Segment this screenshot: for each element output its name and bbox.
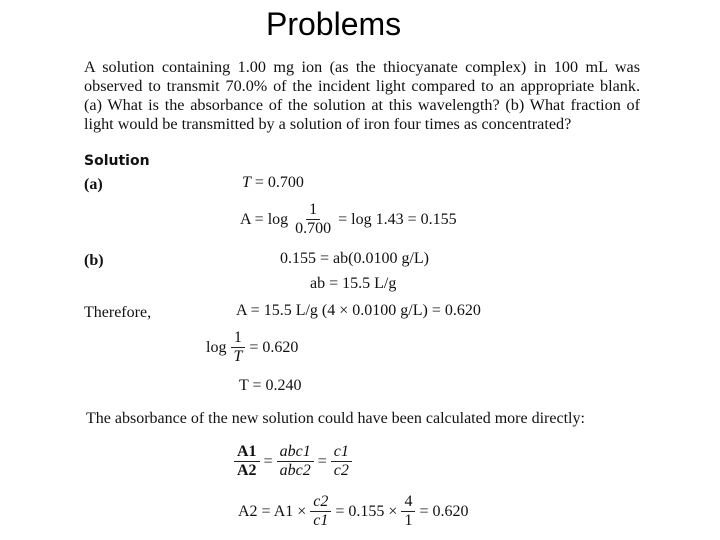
numerator: c2 (310, 494, 331, 512)
fraction-a1-a2 (234, 444, 260, 479)
equals-sign: = (317, 452, 327, 470)
denominator: 0.700 (295, 220, 332, 237)
eq-rhs: = 0.620 (249, 338, 299, 356)
numerator: abc1 (277, 444, 314, 462)
fraction (230, 330, 245, 365)
eq-lhs: A2 = A1 × (238, 502, 307, 520)
equation-new-transmittance: T = 0.240 (239, 377, 302, 394)
denominator: c2 (333, 462, 349, 479)
eq-mid: = 0.155 × (335, 502, 398, 520)
denominator: T (233, 348, 243, 365)
denominator: A2 (237, 462, 257, 479)
part-b-label: (b) (84, 252, 104, 269)
eq-lhs: T (242, 174, 251, 191)
eq-rhs: = 0.700 (254, 174, 304, 191)
equation-a2 (238, 494, 468, 529)
eq-rhs: = log 1.43 = 0.155 (338, 210, 457, 228)
solution-heading: Solution (84, 153, 150, 169)
equation-ab-solve: 0.155 = ab(0.0100 g/L) (280, 250, 429, 267)
numerator: 4 (401, 494, 415, 512)
equation-log-inverse-t (206, 330, 298, 365)
denominator: abc2 (279, 462, 311, 479)
fraction-4-1 (401, 494, 415, 529)
part-a-label: (a) (84, 176, 103, 193)
equation-ratio (234, 444, 356, 479)
fraction-c (331, 444, 352, 479)
eq-lhs: log (206, 338, 227, 356)
fraction (292, 202, 334, 237)
eq-rhs: = 0.620 (419, 502, 469, 520)
direct-method-text: The absorbance of the new solution could have been calculated more directly: (86, 410, 585, 427)
numerator: 1 (231, 330, 245, 348)
numerator: 1 (306, 202, 320, 220)
slide-title: Problems (266, 6, 402, 42)
denominator: 1 (404, 512, 413, 529)
numerator: A1 (234, 444, 260, 462)
equals-sign: = (263, 452, 273, 470)
denominator: c1 (313, 512, 329, 529)
fraction-abc (277, 444, 314, 479)
therefore-label: Therefore, (84, 304, 152, 321)
fraction-c2-c1 (310, 494, 331, 529)
equation-transmittance (242, 174, 304, 192)
equation-absorbance (240, 202, 457, 237)
numerator: c1 (331, 444, 352, 462)
equation-new-absorbance: A = 15.5 L/g (4 × 0.0100 g/L) = 0.620 (236, 302, 481, 319)
equation-ab-value: ab = 15.5 L/g (310, 275, 397, 292)
eq-lhs: A = log (240, 210, 289, 228)
problem-statement: A solution containing 1.00 mg ion (as the thiocyanate complex) in 100 mL was observed to transmit 70.0% of the incident light compared to an appropriate blank. (a) What is the absorbance of the solution at this wavelength? (b) What fraction of light would be transmitted by a solution of iron four times as concentrated? (84, 58, 640, 133)
